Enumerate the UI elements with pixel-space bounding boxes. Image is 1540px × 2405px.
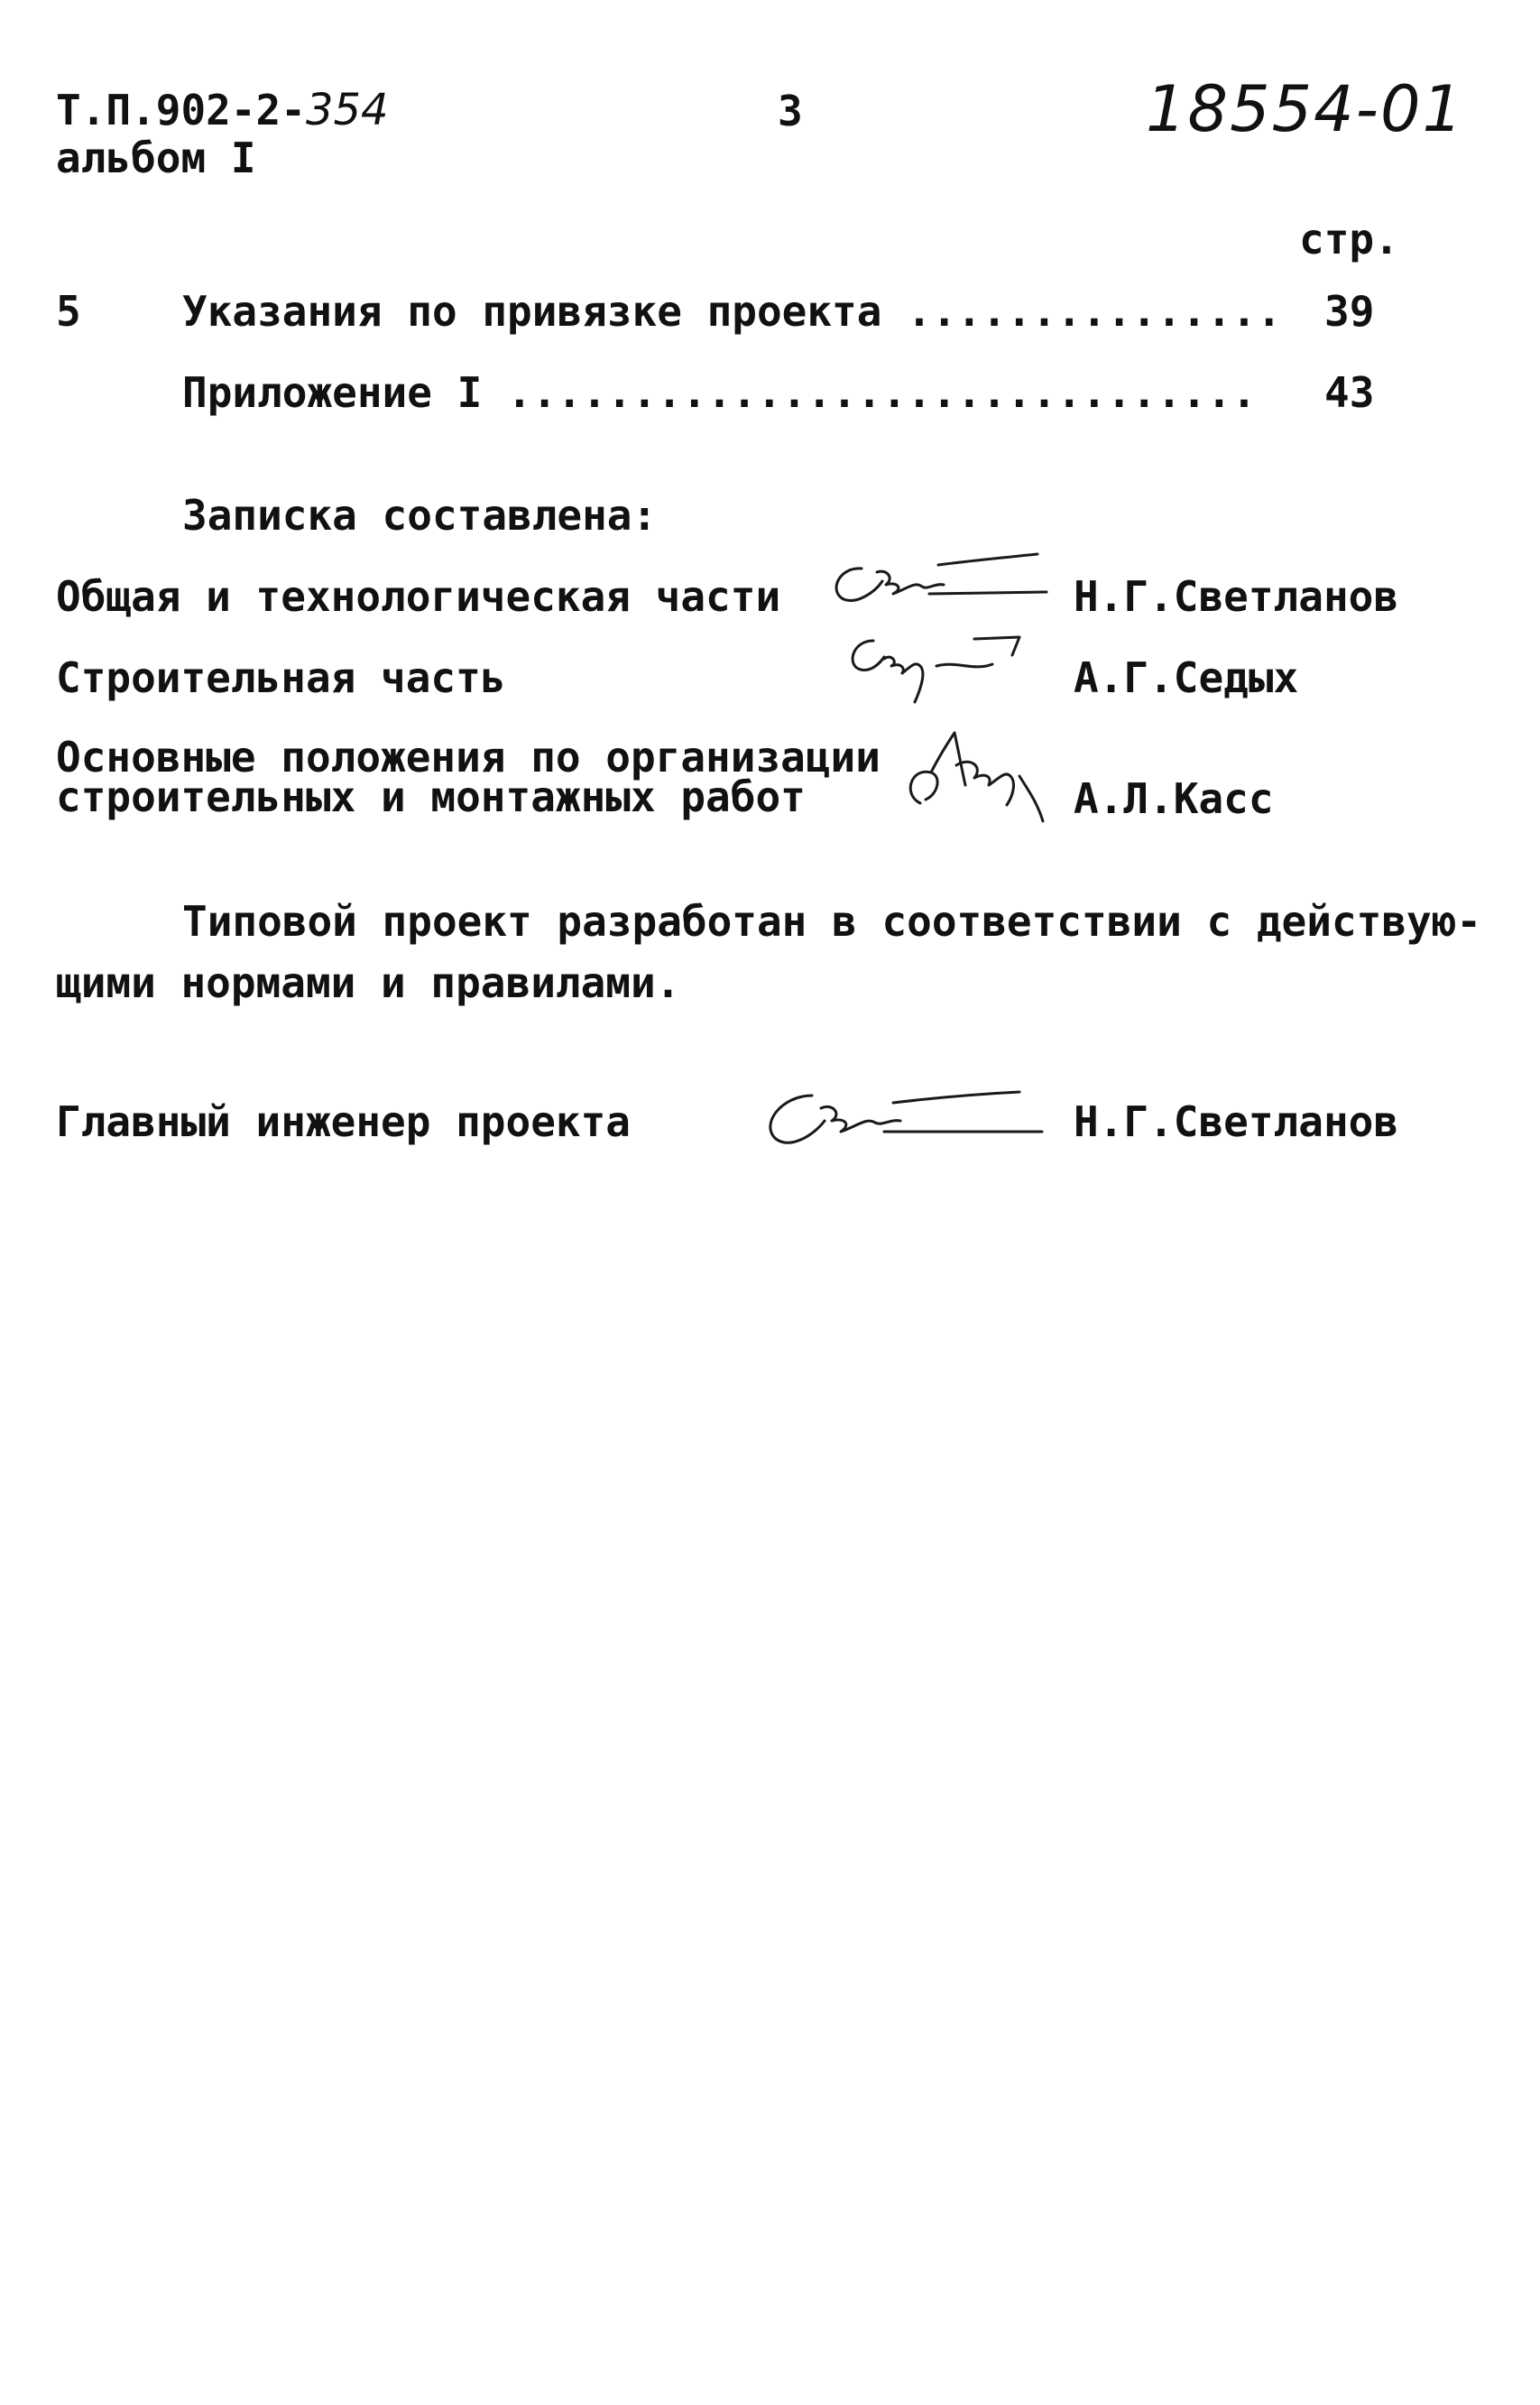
compiled-name: А.Л.Касс <box>1074 774 1274 823</box>
signature-kass <box>884 722 1083 839</box>
chief-name: Н.Г.Светланов <box>1074 1097 1399 1146</box>
contents-item-leader: .............................. <box>507 368 1257 417</box>
contents-item-page: 43 <box>1324 368 1375 417</box>
contents-item-title <box>182 368 1257 417</box>
compiled-name: А.Г.Седых <box>1074 653 1299 702</box>
compiled-role-line1: Основные положения по организации <box>56 733 881 782</box>
statement-line1: Типовой проект разработан в соответствии с действую- <box>182 897 1482 946</box>
document-code-printed: Т.П.902-2- <box>56 86 306 134</box>
contents-item-number: 5 <box>56 287 81 336</box>
page-column-label: стр. <box>1299 215 1399 264</box>
document-code-handwritten: 354 <box>305 85 389 135</box>
compiled-role-line2: строительных и монтажных работ <box>56 772 806 821</box>
page-number: 3 <box>778 87 803 135</box>
signature-sedykh <box>839 623 1047 713</box>
document-code <box>56 85 389 135</box>
statement-line2: щими нормами и правилами. <box>56 958 681 1007</box>
contents-item-leader: ............... <box>907 287 1282 336</box>
compiled-heading: Записка составлена: <box>182 491 658 540</box>
registration-number: 18554-01 <box>1146 72 1465 146</box>
signature-svetlanov-1 <box>821 541 1056 614</box>
contents-item-title-text: Указания по привязке проекта <box>182 287 882 336</box>
compiled-role: Строительная часть <box>56 653 506 702</box>
contents-item-title <box>182 287 1282 336</box>
contents-item-page: 39 <box>1324 287 1375 336</box>
album-label: альбом I <box>56 134 256 182</box>
compiled-name: Н.Г.Светланов <box>1074 572 1399 621</box>
contents-item-title-text: Приложение I <box>182 368 483 417</box>
compiled-role: Общая и технологическая части <box>56 572 781 621</box>
signature-svetlanov-2 <box>749 1074 1047 1155</box>
chief-title: Главный инженер проекта <box>56 1097 631 1146</box>
